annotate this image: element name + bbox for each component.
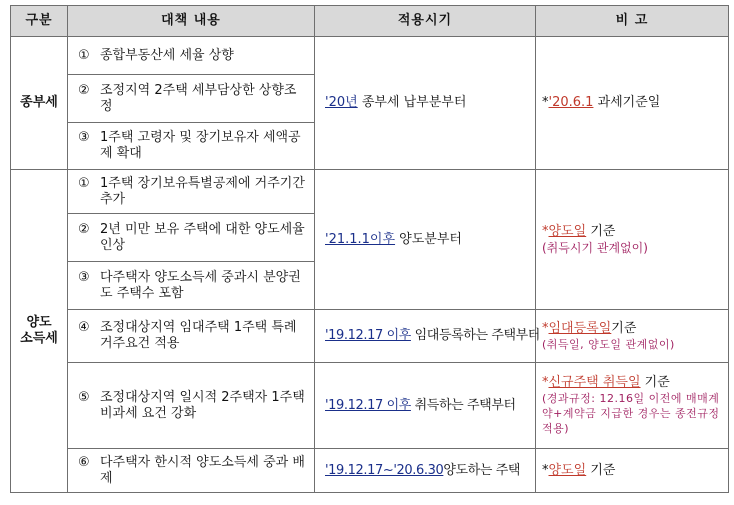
note-cell <box>536 37 729 170</box>
measure-cell <box>68 449 315 493</box>
note-text: 기준 <box>586 462 616 478</box>
item-text: 다주택자 한시적 양도소득세 중과 배제 <box>100 454 305 486</box>
item-number: ② <box>78 82 90 98</box>
timing-text: 임대등록하는 주택부터 <box>410 328 540 343</box>
policy-table <box>10 5 729 493</box>
note-text: 기준 <box>640 375 670 390</box>
item-text: 2년 미만 보유 주택에 대한 양도세율 인상 <box>100 221 305 253</box>
timing-cell <box>315 170 536 310</box>
note-prefix: * <box>542 223 549 239</box>
note-prefix: * <box>542 462 549 478</box>
timing-cell <box>315 310 540 363</box>
item-number: ① <box>78 47 90 63</box>
timing-cell <box>315 363 536 449</box>
note-highlight: 신규주택 취득일 <box>548 375 641 390</box>
header-note: 비 고 <box>536 6 729 37</box>
item-number: ② <box>78 221 90 237</box>
timing-date: '19.12.17 이후 <box>325 328 411 343</box>
measure-cell <box>68 37 315 75</box>
table-row <box>11 363 729 449</box>
timing-cell <box>315 449 536 493</box>
note-text: 기준 <box>586 223 616 239</box>
item-number: ④ <box>78 320 90 335</box>
item-number: ① <box>78 175 90 191</box>
measure-cell <box>68 363 315 449</box>
item-text: 조정대상지역 임대주택 1주택 특례 거주요건 적용 <box>100 320 297 351</box>
note-prefix: * <box>542 375 549 390</box>
note-highlight: '20.6.1 <box>548 95 594 110</box>
measure-cell <box>68 262 315 310</box>
note-subtext: (취득시기 관계없이) <box>542 240 648 255</box>
category-label: 소득세 <box>20 331 58 346</box>
item-number: ⑤ <box>78 389 90 405</box>
measure-cell <box>68 310 315 363</box>
note-subtext: (취득일, 양도일 관계없이) <box>542 337 675 351</box>
note-cell <box>536 170 729 310</box>
header-measure: 대책 내용 <box>68 6 315 37</box>
category-cell <box>11 37 68 170</box>
item-text: 1주택 고령자 및 장기보유자 세액공제 확대 <box>100 130 301 161</box>
table-row <box>11 449 729 493</box>
header-row <box>11 6 729 37</box>
timing-cell <box>315 37 536 170</box>
item-text: 종합부동산세 세율 상향 <box>100 47 234 63</box>
note-cell <box>536 363 729 449</box>
timing-text: 취득하는 주택부터 <box>410 397 516 413</box>
note-text: 과세기준일 <box>593 95 661 110</box>
timing-text: 종부세 납부분부터 <box>357 95 467 110</box>
table-row <box>11 310 729 363</box>
timing-date: '21.1.1이후 <box>325 231 396 247</box>
timing-date: '19.12.17 이후 <box>325 397 411 413</box>
timing-date: '20년 <box>325 95 358 110</box>
note-prefix: * <box>542 320 549 336</box>
note-highlight: 양도일 <box>548 462 587 478</box>
measure-cell <box>68 170 315 214</box>
header-category: 구분 <box>11 6 68 37</box>
note-prefix: * <box>542 95 549 110</box>
note-text: 기준 <box>611 320 637 336</box>
item-text: 다주택자 양도소득세 중과시 분양권도 주택수 포함 <box>100 269 301 301</box>
item-number: ③ <box>78 130 90 145</box>
note-highlight: 양도일 <box>548 223 587 239</box>
measure-cell <box>68 123 315 170</box>
item-text: 조정대상지역 일시적 2주택자 1주택 비과세 요건 강화 <box>100 389 305 421</box>
item-text: 1주택 장기보유특별공제에 거주기간 추가 <box>100 175 305 207</box>
header-timing: 적용시기 <box>315 6 536 37</box>
note-highlight: 임대등록일 <box>548 320 612 336</box>
category-cell <box>11 170 68 493</box>
timing-text: 양도하는 주택 <box>443 462 521 478</box>
note-cell <box>536 310 729 363</box>
category-label: 양도 <box>26 315 52 330</box>
table-row <box>11 37 729 75</box>
item-number: ③ <box>78 269 90 285</box>
item-number: ⑥ <box>78 454 90 470</box>
item-text: 조정지역 2주택 세부담상한 상향조정 <box>100 82 297 114</box>
category-label: 종부세 <box>20 95 58 110</box>
note-cell <box>536 449 729 493</box>
timing-date: '19.12.17~'20.6.30 <box>325 462 444 478</box>
note-subtext: (경과규정: 12.16일 이전에 매매계약+계약금 지급한 경우는 종전규정 적용) <box>542 392 720 435</box>
measure-cell <box>68 214 315 262</box>
measure-cell <box>68 75 315 123</box>
timing-text: 양도분부터 <box>395 231 462 247</box>
table-row <box>11 170 729 214</box>
